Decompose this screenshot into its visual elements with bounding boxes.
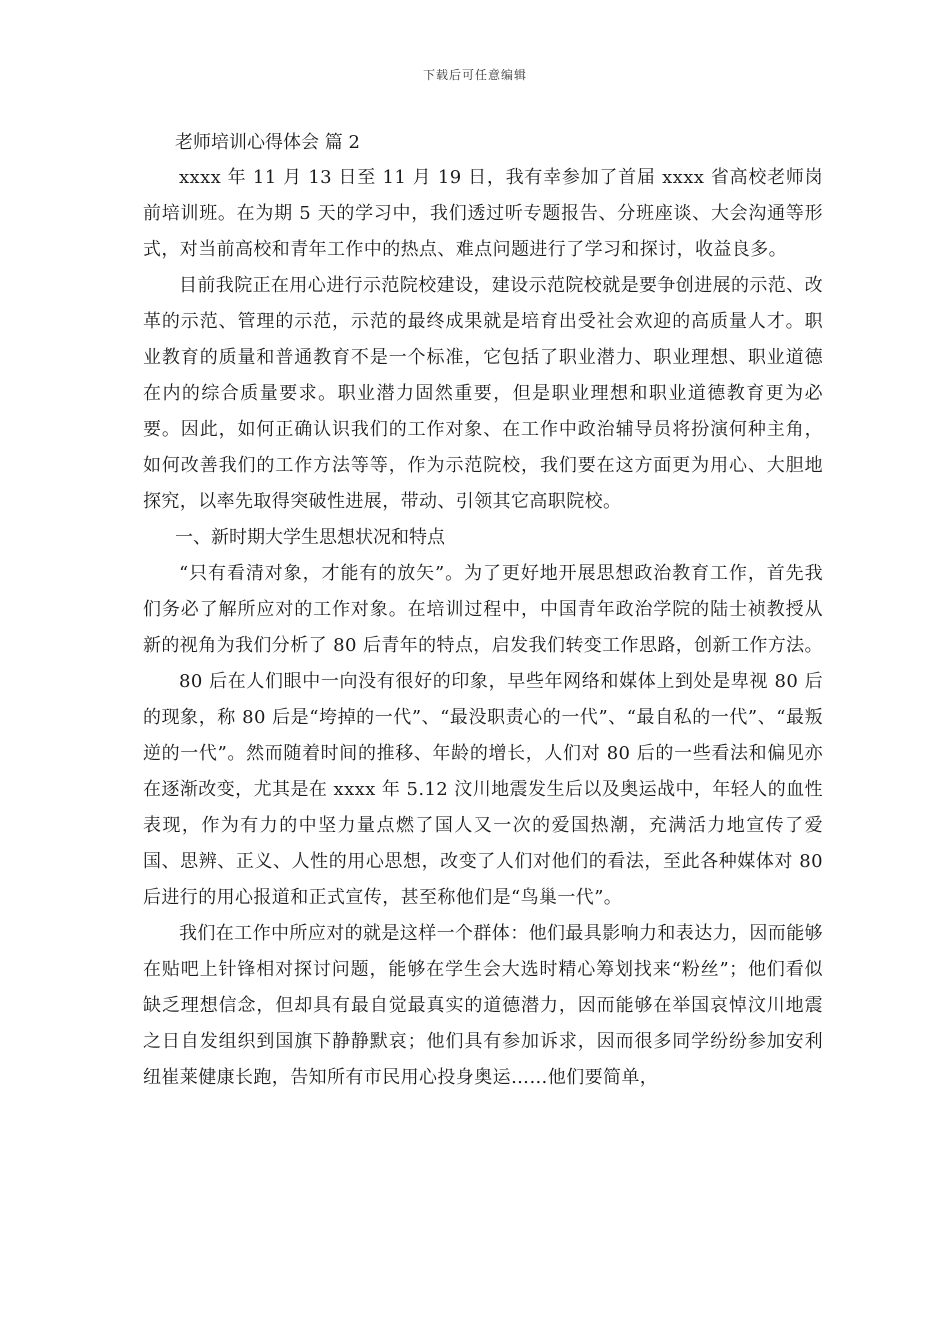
paragraph-5: 我们在工作中所应对的就是这样一个群体：他们最具影响力和表达力，因而能够在贴吧上针锋相对探讨问题，能够在学生会大选时精心筹划找来“粉丝”；他们看似缺乏理想信念，但却具有最自觉最真实的道德潜力，因而能够在举国哀悼汶川地震之日自发组织到国旗下静静默哀；他们具有参加诉求，因而很多同学纷纷参加安利纽崔莱健康长跑，告知所有市民用心投身奥运……他们要简单， [143, 923, 823, 1088]
document-title: 老师培训心得体会 篇 2 [175, 132, 360, 153]
header-note: 下载后可任意编辑 [422, 68, 527, 82]
paragraph-2: 目前我院正在用心进行示范院校建设，建设示范院校就是要争创进展的示范、改革的示范、管理的示范，示范的最终成果就是培育出受社会欢迎的高质量人才。职业教育的质量和普通教育不是一个标准，它包括了职业潜力、职业理想、职业道德在内的综合质量要求。职业潜力固然重要，但是职业理想和职业道德教育更为必要。因此，如何正确认识我们的工作对象、在工作中政治辅导员将扮演何种主角，如何改善我们的工作方法等等，作为示范院校，我们要在这方面更为用心、大胆地探究，以率先取得突破性进展，带动、引领其它高职院校。 [143, 275, 823, 512]
paragraph-1: xxxx 年 11 月 13 日至 11 月 19 日，我有幸参加了首届 xxxx 省高校老师岗前培训班。在为期 5 天的学习中，我们透过听专题报告、分班座谈、大会沟通等形式，对当前高校和青年工作中的热点、难点问题进行了学习和探讨，收益良多。 [143, 167, 823, 260]
document-body [143, 126, 823, 1096]
paragraph-4: 80 后在人们眼中一向没有很好的印象，早些年网络和媒体上到处是卑视 80 后的现象，称 80 后是“垮掉的一代”、“最没职责心的一代”、“最自私的一代”、“最叛逆的一代”。然而随着时间的推移、年龄的增长，人们对 80 后的一些看法和偏见亦在逐渐改变，尤其是在 xxxx 年 5.12 汶川地震发生后以及奥运战中，年轻人的血性表现，作为有力的中坚力量点燃了国人又一次的爱国热潮，充满活力地宣传了爱国、思辨、正义、人性的用心思想，改变了人们对他们的看法，至此各种媒体对 80 后进行的用心报道和正式宣传，甚至称他们是“鸟巢一代”。 [143, 671, 823, 908]
paragraph-3: “只有看清对象，才能有的放矢”。为了更好地开展思想政治教育工作，首先我们务必了解所应对的工作对象。在培训过程中，中国青年政治学院的陆士祯教授从新的视角为我们分析了 80 后青年的特点，启发我们转变工作思路，创新工作方法。 [143, 563, 823, 656]
section-heading: 一、新时期大学生思想状况和特点 [175, 527, 445, 548]
